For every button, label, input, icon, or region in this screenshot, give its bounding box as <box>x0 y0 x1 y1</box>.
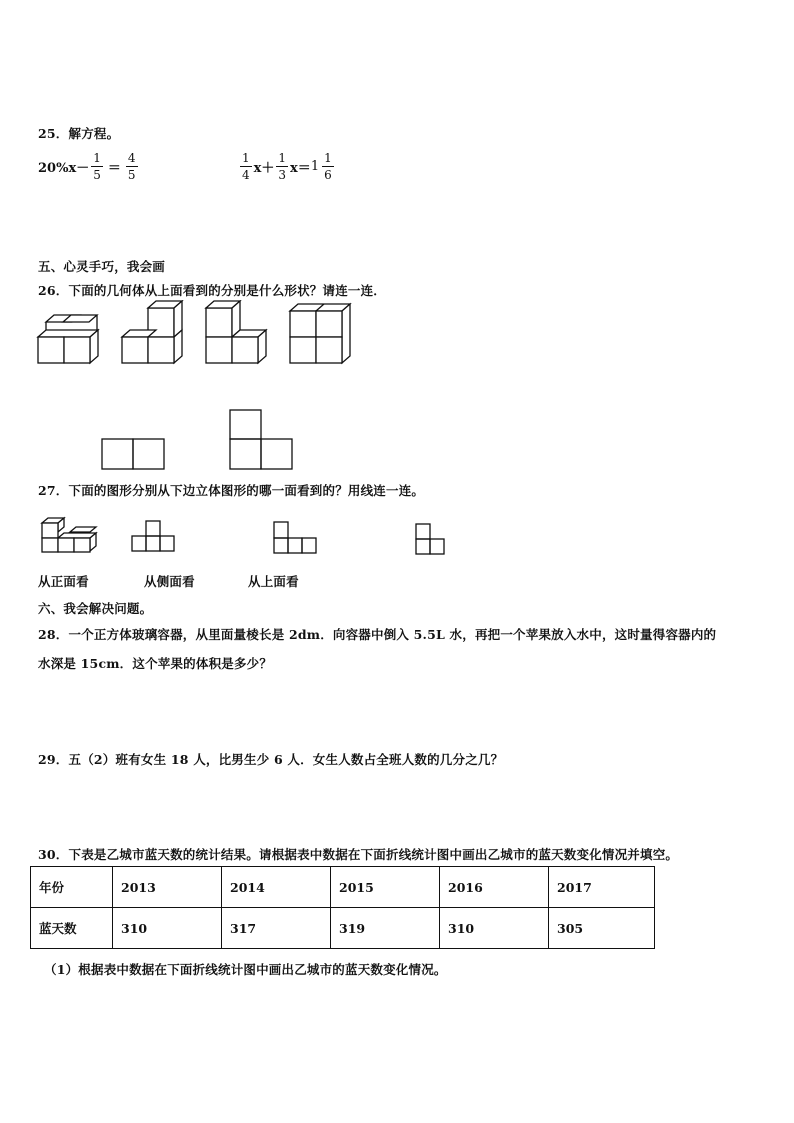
q26-solid-1 <box>38 315 98 363</box>
table-cell: 2017 <box>549 867 655 908</box>
q29-text: 29．五（2）班有女生 18 人，比男生少 6 人．女生人数占全班人数的几分之几？ <box>38 752 504 767</box>
q27-solid <box>42 518 96 552</box>
table-cell: 2016 <box>440 867 549 908</box>
q27-text: 27．下面的图形分别从下边立体图形的哪一面看到的？用线连一连。 <box>38 483 425 498</box>
table-cell: 2013 <box>113 867 222 908</box>
table-row <box>31 908 655 949</box>
q30-data-table <box>30 866 655 949</box>
eq1-lhs: 20%x－ <box>38 161 90 176</box>
q25-title: 25．解方程。 <box>38 126 120 141</box>
section-6-title: 六、我会解决问题。 <box>38 601 153 616</box>
table-cell: 2014 <box>222 867 331 908</box>
eq2-mixed-number <box>311 152 336 181</box>
q27-view-3 <box>416 524 444 554</box>
q27-view-2 <box>274 522 316 553</box>
q27-label-top: 从上面看 <box>248 574 299 589</box>
q26-view-two-squares <box>102 439 164 469</box>
eq2-fraction-2 <box>276 152 288 181</box>
eq1-fraction-2 <box>126 152 138 181</box>
eq2-whole: 1 <box>310 159 320 174</box>
q28-line-2: 水深是 15cm．这个苹果的体积是多少？ <box>38 656 273 671</box>
q25-equation-2 <box>238 152 336 181</box>
eq2-var2: x＝ <box>290 161 311 176</box>
table-cell: 305 <box>549 908 655 949</box>
eq2-fraction-1 <box>240 152 252 181</box>
eq2-f3-den: 6 <box>324 168 332 182</box>
q26-solid-3 <box>206 301 266 363</box>
table-cell: 蓝天数 <box>31 908 113 949</box>
table-cell: 319 <box>331 908 440 949</box>
eq2-f2-den: 3 <box>278 168 287 182</box>
q27-label-front: 从正面看 <box>38 574 89 589</box>
q27-label-side: 从侧面看 <box>144 574 195 589</box>
q30-text: 30．下表是乙城市蓝天数的统计结果。请根据表中数据在下面折线统计图中画出乙城市的蓝天数变化情况并填空。 <box>38 847 679 862</box>
table-cell: 310 <box>440 908 549 949</box>
table-cell: 年份 <box>31 867 113 908</box>
eq1-fraction-1 <box>91 152 103 181</box>
eq2-f2-num: 1 <box>278 151 287 165</box>
q25-equation-1 <box>38 152 140 181</box>
table-cell: 317 <box>222 908 331 949</box>
q28-line-1: 28．一个正方体玻璃容器，从里面量棱长是 2dm．向容器中倒入 5.5L 水，再把一个苹果放入水中，这时量得容器内的 <box>38 627 717 642</box>
eq2-f1-den: 4 <box>242 168 250 182</box>
table-cell: 310 <box>113 908 222 949</box>
q27-figures <box>36 510 456 560</box>
eq2-f1-num: 1 <box>242 151 250 165</box>
eq2-fraction-3 <box>322 152 334 181</box>
q26-solids-figure <box>30 300 370 372</box>
section-5-title: 五、心灵手巧，我会画 <box>38 259 166 274</box>
eq1-f1-den: 5 <box>93 168 101 182</box>
q30-sub-question-1: （1）根据表中数据在下面折线统计图中画出乙城市的蓝天数变化情况。 <box>44 962 447 977</box>
eq1-f1-num: 1 <box>93 151 101 165</box>
eq1-equals: ＝ <box>107 161 121 176</box>
eq1-f2-num: 4 <box>127 151 136 165</box>
eq1-f2-den: 5 <box>127 168 136 182</box>
q26-solid-4 <box>290 304 350 363</box>
q27-view-1 <box>132 521 174 551</box>
q26-top-views-figure <box>98 408 298 472</box>
table-cell: 2015 <box>331 867 440 908</box>
eq2-var1: x＋ <box>253 161 275 176</box>
q26-solid-2 <box>122 301 182 363</box>
eq2-f3-num: 1 <box>324 151 332 165</box>
q26-view-l-shape <box>230 410 292 469</box>
q26-text: 26．下面的几何体从上面看到的分别是什么形状？请连一连． <box>38 283 386 298</box>
table-row <box>31 867 655 908</box>
